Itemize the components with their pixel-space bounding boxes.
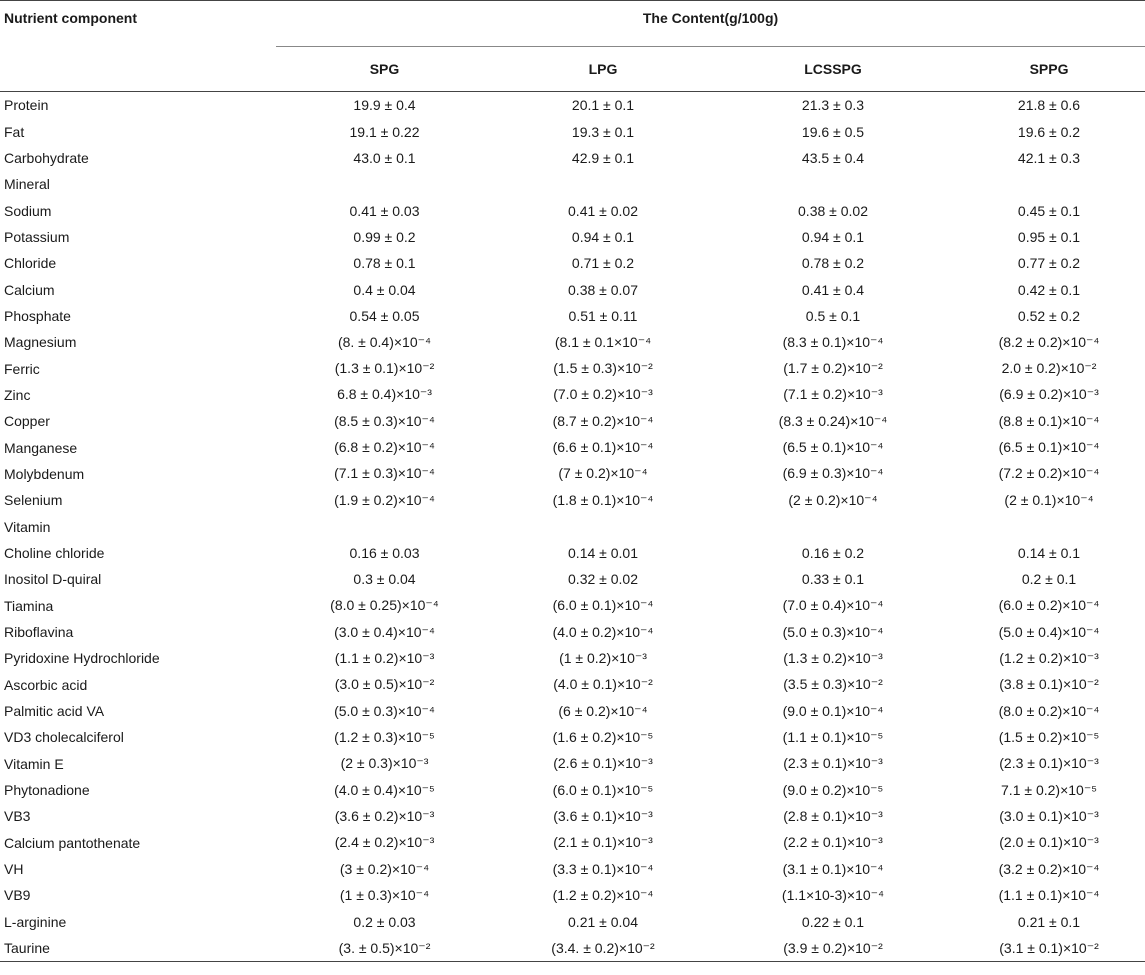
value-cell: 21.3 ± 0.3 xyxy=(801,97,865,114)
value-cell: 0.2 ± 0.1 xyxy=(1021,571,1077,588)
value-cell: (2.3 ± 0.1)×10⁻³ xyxy=(999,755,1099,772)
value-cell: 0.41 ± 0.02 xyxy=(568,202,638,219)
value-cell: (5.0 ± 0.4)×10⁻⁴ xyxy=(998,623,1100,640)
value-cell: 0.38 ± 0.07 xyxy=(568,281,638,298)
value-cell: 43.0 ± 0.1 xyxy=(353,149,416,166)
table-row xyxy=(0,566,1145,592)
value-cell: (2 ± 0.1)×10⁻⁴ xyxy=(1004,491,1094,508)
value-cell: 43.5 ± 0.4 xyxy=(801,149,865,166)
value-cell: 0.45 ± 0.1 xyxy=(1017,202,1081,219)
row-label: Choline chloride xyxy=(4,545,105,562)
value-cell: 2.0 ± 0.2)×10⁻² xyxy=(1001,360,1097,377)
value-cell: 0.78 ± 0.1 xyxy=(353,255,416,272)
row-label: Sodium xyxy=(4,202,52,219)
value-cell: (3.4. ± 0.2)×10⁻² xyxy=(493,935,713,962)
value-cell: (4.0 ± 0.4)×10⁻⁵ xyxy=(334,781,435,798)
value-cell: (8.2 ± 0.2)×10⁻⁴ xyxy=(998,333,1100,350)
value-cell: (4.0 ± 0.1)×10⁻² xyxy=(553,676,653,693)
value-cell: (7.1 ± 0.3)×10⁻⁴ xyxy=(334,465,435,482)
table-row xyxy=(0,856,1145,882)
value-cell: (3.1 ± 0.1)×10⁻² xyxy=(953,935,1145,962)
value-cell: 0.71 ± 0.2 xyxy=(571,255,635,272)
value-cell: (6 ± 0.2)×10⁻⁴ xyxy=(558,702,648,719)
value-cell: 0.99 ± 0.2 xyxy=(353,228,416,245)
value-cell: 0.77 ± 0.2 xyxy=(1017,255,1081,272)
content-header: The Content(g/100g) xyxy=(276,1,1145,47)
row-label: Pyridoxine Hydrochloride xyxy=(4,650,160,667)
table-row xyxy=(0,777,1145,803)
row-label: Chloride xyxy=(4,255,57,272)
row-label: Ferric xyxy=(4,360,40,377)
value-cell: (8.1 ± 0.1×10⁻⁴ xyxy=(554,333,652,350)
table-row xyxy=(0,724,1145,750)
value-cell: 0.33 ± 0.1 xyxy=(801,571,865,588)
value-cell: (6.5 ± 0.1)×10⁻⁴ xyxy=(998,439,1100,456)
value-cell: 0.94 ± 0.1 xyxy=(571,228,635,245)
row-label: Protein xyxy=(4,97,49,114)
value-cell xyxy=(493,514,713,540)
value-cell: 0.2 ± 0.03 xyxy=(353,913,416,930)
value-cell: (2.1 ± 0.1)×10⁻³ xyxy=(553,834,653,851)
table-row xyxy=(0,751,1145,777)
empty-header-cell xyxy=(0,47,276,92)
value-cell: (8.8 ± 0.1)×10⁻⁴ xyxy=(998,412,1100,429)
value-cell: (2.6 ± 0.1)×10⁻³ xyxy=(553,755,653,772)
value-cell: (3.0 ± 0.1)×10⁻³ xyxy=(999,807,1099,824)
table-row xyxy=(0,250,1145,276)
value-cell: (9.0 ± 0.2)×10⁻⁵ xyxy=(782,781,884,798)
table-row xyxy=(0,382,1145,408)
value-cell: (8.7 ± 0.2)×10⁻⁴ xyxy=(552,412,654,429)
value-cell: (1.3 ± 0.1)×10⁻² xyxy=(334,360,435,377)
table-row xyxy=(0,909,1145,935)
column-header-lpg: LPG xyxy=(493,47,713,92)
value-cell: (4.0 ± 0.2)×10⁻⁴ xyxy=(552,623,654,640)
table-row xyxy=(0,171,1145,197)
table-row xyxy=(0,803,1145,829)
table-row xyxy=(0,593,1145,619)
row-label: Phytonadione xyxy=(4,782,90,799)
header-row-columns xyxy=(0,47,1145,92)
value-cell: 0.78 ± 0.2 xyxy=(801,255,865,272)
table-row xyxy=(0,514,1145,540)
row-label: Zinc xyxy=(4,386,31,403)
column-header-spg: SPG xyxy=(276,47,493,92)
row-label: Manganese xyxy=(4,439,78,456)
row-label: L-arginine xyxy=(4,913,67,930)
value-cell: (2.3 ± 0.1)×10⁻³ xyxy=(783,755,883,772)
table-row xyxy=(0,540,1145,566)
value-cell: (3.0 ± 0.4)×10⁻⁴ xyxy=(334,623,435,640)
table-row xyxy=(0,224,1145,250)
table-row xyxy=(0,645,1145,671)
value-cell: (6.8 ± 0.2)×10⁻⁴ xyxy=(334,439,435,456)
value-cell: 42.1 ± 0.3 xyxy=(1017,149,1081,166)
column-header-sppg: SPPG xyxy=(953,47,1145,92)
row-label: Magnesium xyxy=(4,334,77,351)
column-header-lcsspg: LCSSPG xyxy=(713,47,953,92)
value-cell: (7.0 ± 0.2)×10⁻³ xyxy=(553,386,653,403)
value-cell: (5.0 ± 0.3)×10⁻⁴ xyxy=(782,623,884,640)
value-cell: (6.0 ± 0.1)×10⁻⁴ xyxy=(552,597,654,614)
value-cell: (3.6 ± 0.1)×10⁻³ xyxy=(553,807,653,824)
table-row xyxy=(0,487,1145,513)
table-row xyxy=(0,698,1145,724)
value-cell: (1.2 ± 0.2)×10⁻³ xyxy=(999,649,1099,666)
value-cell: 0.5 ± 0.1 xyxy=(805,307,861,324)
value-cell xyxy=(493,171,713,197)
value-cell: 19.3 ± 0.1 xyxy=(571,123,635,140)
value-cell: (1.9 ± 0.2)×10⁻⁴ xyxy=(334,491,435,508)
value-cell: (7.1 ± 0.2)×10⁻³ xyxy=(783,386,883,403)
value-cell: 0.32 ± 0.02 xyxy=(568,571,638,588)
value-cell: (6.9 ± 0.2)×10⁻³ xyxy=(999,386,1099,403)
value-cell: (8.3 ± 0.1)×10⁻⁴ xyxy=(782,333,884,350)
value-cell xyxy=(276,514,493,540)
table-row xyxy=(0,619,1145,645)
row-label: Carbohydrate xyxy=(4,149,89,166)
value-cell: (1.1 ± 0.1)×10⁻⁵ xyxy=(782,728,884,745)
row-label: Selenium xyxy=(4,492,63,509)
value-cell: 0.95 ± 0.1 xyxy=(1017,228,1081,245)
table-row xyxy=(0,145,1145,171)
value-cell: (1.1 ± 0.2)×10⁻³ xyxy=(334,649,435,666)
value-cell: (1.7 ± 0.2)×10⁻² xyxy=(783,360,883,377)
value-cell: (8.5 ± 0.3)×10⁻⁴ xyxy=(334,412,435,429)
table-row xyxy=(0,118,1145,144)
value-cell: 19.9 ± 0.4 xyxy=(353,97,416,114)
row-label: Vitamin xyxy=(4,518,51,535)
value-cell: 7.1 ± 0.2)×10⁻⁵ xyxy=(1001,781,1098,798)
value-cell: (1 ± 0.2)×10⁻³ xyxy=(559,649,647,666)
value-cell: 0.54 ± 0.05 xyxy=(349,307,420,324)
table-row xyxy=(0,92,1145,119)
value-cell: 19.1 ± 0.22 xyxy=(349,123,420,140)
row-label: Mineral xyxy=(4,176,50,193)
value-cell: (3.9 ± 0.2)×10⁻² xyxy=(713,935,953,962)
row-label: Palmitic acid VA xyxy=(4,703,105,720)
value-cell: (8.3 ± 0.24)×10⁻⁴ xyxy=(778,412,888,429)
table-row xyxy=(0,276,1145,302)
table-row xyxy=(0,408,1145,434)
table-row xyxy=(0,935,1145,962)
row-label: Molybdenum xyxy=(4,465,85,482)
value-cell: (1.1 ± 0.1)×10⁻⁴ xyxy=(998,886,1100,903)
value-cell: (1.5 ± 0.3)×10⁻² xyxy=(553,360,653,377)
row-label: Tiamina xyxy=(4,597,54,614)
value-cell: 6.8 ± 0.4)×10⁻³ xyxy=(337,386,432,403)
value-cell: (2 ± 0.3)×10⁻³ xyxy=(340,755,429,772)
value-cell: (6.5 ± 0.1)×10⁻⁴ xyxy=(782,439,884,456)
value-cell: 0.16 ± 0.2 xyxy=(801,545,865,562)
value-cell: (8.0 ± 0.25)×10⁻⁴ xyxy=(330,597,439,614)
value-cell: (1 ± 0.3)×10⁻⁴ xyxy=(339,886,430,903)
row-label: Ascorbic acid xyxy=(4,676,88,693)
value-cell: 0.16 ± 0.03 xyxy=(349,545,420,562)
value-cell xyxy=(953,514,1145,540)
value-cell: (7.0 ± 0.4)×10⁻⁴ xyxy=(782,597,884,614)
row-label: VD3 cholecalciferol xyxy=(4,729,124,746)
value-cell: (1.8 ± 0.1)×10⁻⁴ xyxy=(552,491,654,508)
row-label: Vitamin E xyxy=(4,755,64,772)
nutrient-component-header: Nutrient component xyxy=(0,1,276,47)
value-cell xyxy=(713,171,953,197)
value-cell: 0.14 ± 0.01 xyxy=(568,545,638,562)
value-cell: (1.1×10-3)×10⁻⁴ xyxy=(781,886,885,903)
table-row xyxy=(0,434,1145,460)
value-cell: 0.14 ± 0.1 xyxy=(1017,545,1081,562)
row-label: VH xyxy=(4,861,24,878)
value-cell: (2.8 ± 0.1)×10⁻³ xyxy=(783,807,883,824)
table-row xyxy=(0,355,1145,381)
value-cell: 0.3 ± 0.04 xyxy=(353,571,416,588)
value-cell: (3.8 ± 0.1)×10⁻² xyxy=(999,676,1099,693)
value-cell: 0.4 ± 0.04 xyxy=(353,281,416,298)
value-cell: (2.0 ± 0.1)×10⁻³ xyxy=(999,834,1099,851)
row-label: VB9 xyxy=(4,887,31,904)
value-cell: (9.0 ± 0.1)×10⁻⁴ xyxy=(782,702,884,719)
value-cell: (3.1 ± 0.1)×10⁻⁴ xyxy=(782,860,884,877)
value-cell: (3.0 ± 0.5)×10⁻² xyxy=(334,676,435,693)
value-cell: (1.2 ± 0.2)×10⁻⁴ xyxy=(552,886,654,903)
row-label: Calcium xyxy=(4,281,55,298)
row-label: VB3 xyxy=(4,808,31,825)
table-body xyxy=(0,92,1145,962)
value-cell: (2 ± 0.2)×10⁻⁴ xyxy=(788,491,878,508)
row-label: Phosphate xyxy=(4,307,71,324)
value-cell: (7 ± 0.2)×10⁻⁴ xyxy=(558,465,648,482)
value-cell: 19.6 ± 0.5 xyxy=(801,123,865,140)
value-cell: 0.21 ± 0.04 xyxy=(568,913,638,930)
value-cell: (6.0 ± 0.2)×10⁻⁴ xyxy=(998,597,1100,614)
row-label: Copper xyxy=(4,413,50,430)
table-row xyxy=(0,461,1145,487)
row-label: Taurine xyxy=(0,935,276,962)
table-row xyxy=(0,672,1145,698)
value-cell xyxy=(713,514,953,540)
value-cell: 0.41 ± 0.03 xyxy=(349,202,420,219)
value-cell: (1.5 ± 0.2)×10⁻⁵ xyxy=(998,728,1100,745)
value-cell: (3.5 ± 0.3)×10⁻² xyxy=(783,676,883,693)
value-cell: 0.41 ± 0.4 xyxy=(801,281,865,298)
header-row-top xyxy=(0,1,1145,47)
value-cell: 0.42 ± 0.1 xyxy=(1017,281,1081,298)
value-cell: (1.3 ± 0.2)×10⁻³ xyxy=(783,649,883,666)
value-cell: 42.9 ± 0.1 xyxy=(571,149,635,166)
value-cell: 0.38 ± 0.02 xyxy=(798,202,868,219)
value-cell: (3.2 ± 0.2)×10⁻⁴ xyxy=(998,860,1100,877)
value-cell: 19.6 ± 0.2 xyxy=(1017,123,1081,140)
value-cell: 20.1 ± 0.1 xyxy=(571,97,635,114)
table-header xyxy=(0,1,1145,92)
value-cell: (8. ± 0.4)×10⁻⁴ xyxy=(337,333,432,350)
value-cell xyxy=(953,171,1145,197)
value-cell: (3.6 ± 0.2)×10⁻³ xyxy=(334,807,435,824)
value-cell: (6.9 ± 0.3)×10⁻⁴ xyxy=(782,465,884,482)
value-cell: (6.6 ± 0.1)×10⁻⁴ xyxy=(552,439,654,456)
row-label: Inositol D-quiral xyxy=(4,571,102,588)
table-row xyxy=(0,197,1145,223)
value-cell: (2.2 ± 0.1)×10⁻³ xyxy=(783,834,883,851)
value-cell: (3 ± 0.2)×10⁻⁴ xyxy=(339,860,430,877)
value-cell: (8.0 ± 0.2)×10⁻⁴ xyxy=(998,702,1100,719)
value-cell: (3. ± 0.5)×10⁻² xyxy=(276,935,493,962)
value-cell: (5.0 ± 0.3)×10⁻⁴ xyxy=(334,702,435,719)
table-row xyxy=(0,830,1145,856)
value-cell: (2.4 ± 0.2)×10⁻³ xyxy=(334,834,435,851)
row-label: Potassium xyxy=(4,228,70,245)
table-row xyxy=(0,882,1145,908)
value-cell: 0.22 ± 0.1 xyxy=(801,913,865,930)
table-row xyxy=(0,303,1145,329)
value-cell: (7.2 ± 0.2)×10⁻⁴ xyxy=(998,465,1100,482)
row-label: Calcium pantothenate xyxy=(4,834,141,851)
value-cell: (1.6 ± 0.2)×10⁻⁵ xyxy=(552,728,654,745)
value-cell: (3.3 ± 0.1)×10⁻⁴ xyxy=(552,860,654,877)
value-cell: 21.8 ± 0.6 xyxy=(1017,97,1081,114)
row-label: Fat xyxy=(4,123,25,140)
value-cell: 0.21 ± 0.1 xyxy=(1017,913,1081,930)
table-row xyxy=(0,329,1145,355)
row-label: Riboflavina xyxy=(4,624,74,641)
value-cell xyxy=(276,171,493,197)
value-cell: 0.94 ± 0.1 xyxy=(801,228,865,245)
value-cell: 0.52 ± 0.2 xyxy=(1017,307,1081,324)
value-cell: (1.2 ± 0.3)×10⁻⁵ xyxy=(334,728,435,745)
value-cell: (6.0 ± 0.1)×10⁻⁵ xyxy=(552,781,654,798)
value-cell: 0.51 ± 0.11 xyxy=(568,307,638,324)
